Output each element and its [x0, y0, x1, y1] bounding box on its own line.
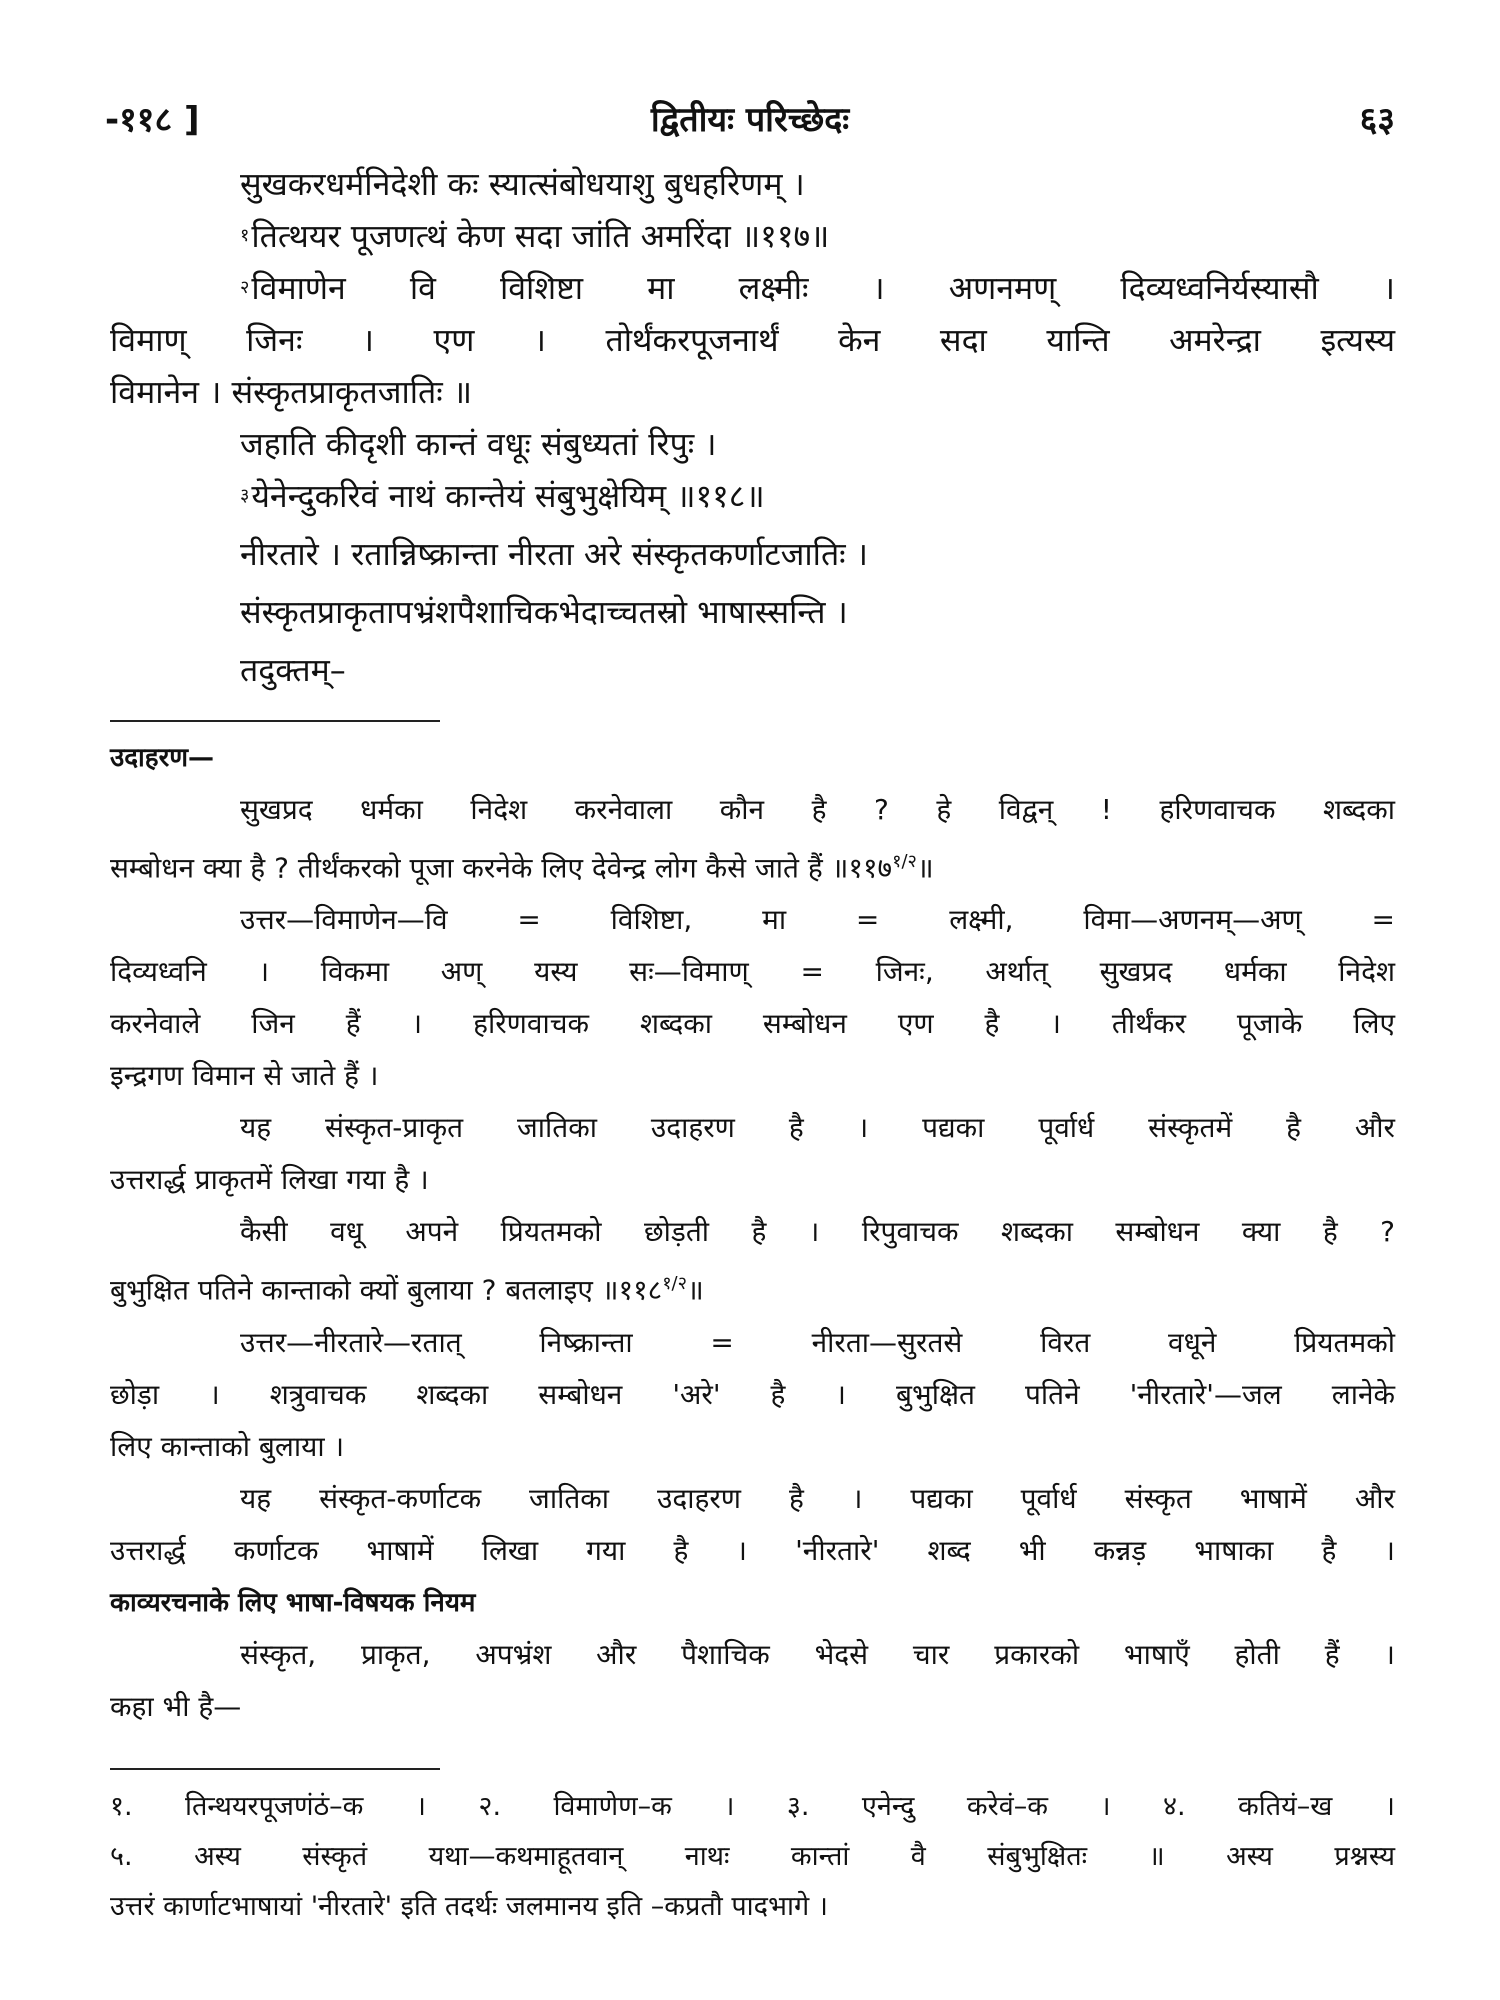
sanskrit-verse-block — [110, 158, 1395, 696]
commentary-line: संस्कृतप्राकृतापभ्रंशपैशाचिकभेदाच्चतस्रो भाषास्सन्ति । — [240, 593, 848, 631]
text-line: यह संस्कृत-कर्णाटक जातिका उदाहरण है । पद्यका पूर्वार्ध संस्कृत भाषामें और — [240, 1481, 1395, 1515]
commentary-line: नीरतारे । रतान्निष्क्रान्ता नीरता अरे संस्कृतकर्णाटजातिः । — [240, 535, 868, 573]
section-heading: उदाहरण— — [110, 743, 215, 773]
footnote-marker: १ — [240, 225, 250, 246]
text-line: कहा भी है— — [110, 1689, 242, 1723]
text-line: करनेवाले जिन हैं । हरिणवाचक शब्दका सम्बोधन एण है । तीर्थंकर पूजाके लिए — [110, 1007, 1395, 1041]
text-line: संस्कृत, प्राकृत, अपभ्रंश और पैशाचिक भेदसे चार प्रकारको भाषाएँ होती हैं । — [240, 1637, 1395, 1671]
verse-line: जहाति कीदृशी कान्तं वधूः संबुध्यतां रिपुः । — [240, 425, 717, 463]
text-line: यह संस्कृत-प्राकृत जातिका उदाहरण है । पद्यका पूर्वार्ध संस्कृतमें है और — [240, 1111, 1395, 1145]
footnotes — [110, 1782, 1395, 1932]
text-line: दिव्यध्वनि । विकमा अण् यस्य सः—विमाण् = जिनः, अर्थात् सुखप्रद धर्मका निदेश — [110, 955, 1395, 989]
text-line: कैसी वधू अपने प्रियतमको छोड़ती है । रिपुवाचक शब्दका सम्बोधन क्या है ? — [240, 1215, 1395, 1249]
text-line: लिए कान्ताको बुलाया । — [110, 1429, 345, 1463]
footnote-divider — [110, 1768, 440, 1770]
text-line: उत्तरार्द्ध कर्णाटक भाषामें लिखा गया है । 'नीरतारे' शब्द भी कन्नड़ भाषाका है । — [110, 1533, 1395, 1567]
hindi-translation — [110, 784, 1395, 1733]
footnote-marker: २ — [240, 277, 250, 298]
footnote-marker: ३ — [240, 485, 250, 506]
text-line: सम्बोधन क्या है ? तीर्थंकरको पूजा करनेके लिए देवेन्द्र लोग कैसे जाते हैं $॥११७^{१/२}॥$ — [110, 851, 934, 885]
verse-line: $^३$येनेन्दुकरिवं नाथं कान्तेयं संबुभुक्षेयिम् ॥११८॥ — [240, 477, 765, 515]
text-line: छोड़ा । शत्रुवाचक शब्दका सम्बोधन 'अरे' है । बुभुक्षित पतिने 'नीरतारे'—जल लानेके — [110, 1377, 1395, 1411]
page-number: ६३ — [1359, 100, 1395, 140]
text-line: बुभुक्षित पतिने कान्ताको क्यों बुलाया ? बतलाइए $॥११८^{१/२}॥$ — [110, 1273, 704, 1307]
divider — [110, 720, 440, 722]
footnote-line: १. तिन्थयरपूजणंठं–क । २. विमाणेण–क । ३. एनेन्दु करेवं–क । ४. कतियं–ख । — [110, 1791, 1395, 1822]
text-line: सुखप्रद धर्मका निदेश करनेवाला कौन है ? हे विद्वन् ! हरिणवाचक शब्दका — [240, 793, 1395, 826]
commentary-line: $^२$विमाणेन वि विशिष्टा मा लक्ष्मीः । अणनमण् दिव्यध्वनिर्यस्यासौ । — [240, 269, 1395, 307]
commentary-line: विमानेन । संस्कृतप्राकृतजातिः ॥ — [110, 373, 473, 411]
footnote-line: ५. अस्य संस्कृतं यथा—कथमाहूतवान् नाथः कान्तां वै संबुभुक्षितः ॥ अस्य प्रश्नस्य — [110, 1841, 1395, 1872]
verse-line: $^१$तित्थयर पूजणत्थं केण सदा जांति अमरिंदा ॥११७॥ — [240, 217, 830, 255]
text-line: उत्तरार्द्ध प्राकृतमें लिखा गया है । — [110, 1163, 429, 1197]
commentary-line: विमाण् जिनः । एण । तोर्थंकरपूजनार्थं केन सदा यान्ति अमरेन्द्रा इत्यस्य — [110, 321, 1395, 359]
commentary-line: तदुक्तम्– — [240, 651, 346, 689]
footnote-line: उत्तरं कार्णाटभाषायां 'नीरतारे' इति तदर्थः जलमानय इति –कप्रतौ पादभागे । — [110, 1891, 829, 1922]
text-line: उत्तर—विमाणेन—वि = विशिष्टा, मा = लक्ष्मी, विमा—अणनम्—अण् = — [240, 903, 1395, 937]
text-line: इन्द्रगण विमान से जाते हैं । — [110, 1059, 379, 1093]
page-header — [105, 95, 1395, 145]
verse-line: सुखकरधर्मनिदेशी कः स्यात्संबोधयाशु बुधहरिणम् । — [240, 165, 805, 203]
text-line: उत्तर—नीरतारे—रतात् निष्क्रान्ता = नीरता—सुरतसे विरत वधूने प्रियतमको — [240, 1325, 1395, 1359]
section-heading: काव्यरचनाके लिए भाषा-विषयक नियम — [110, 1587, 476, 1618]
chapter-title: द्वितीयः परिच्छेदः — [650, 100, 850, 140]
page-range: -११८ ] — [105, 100, 200, 140]
